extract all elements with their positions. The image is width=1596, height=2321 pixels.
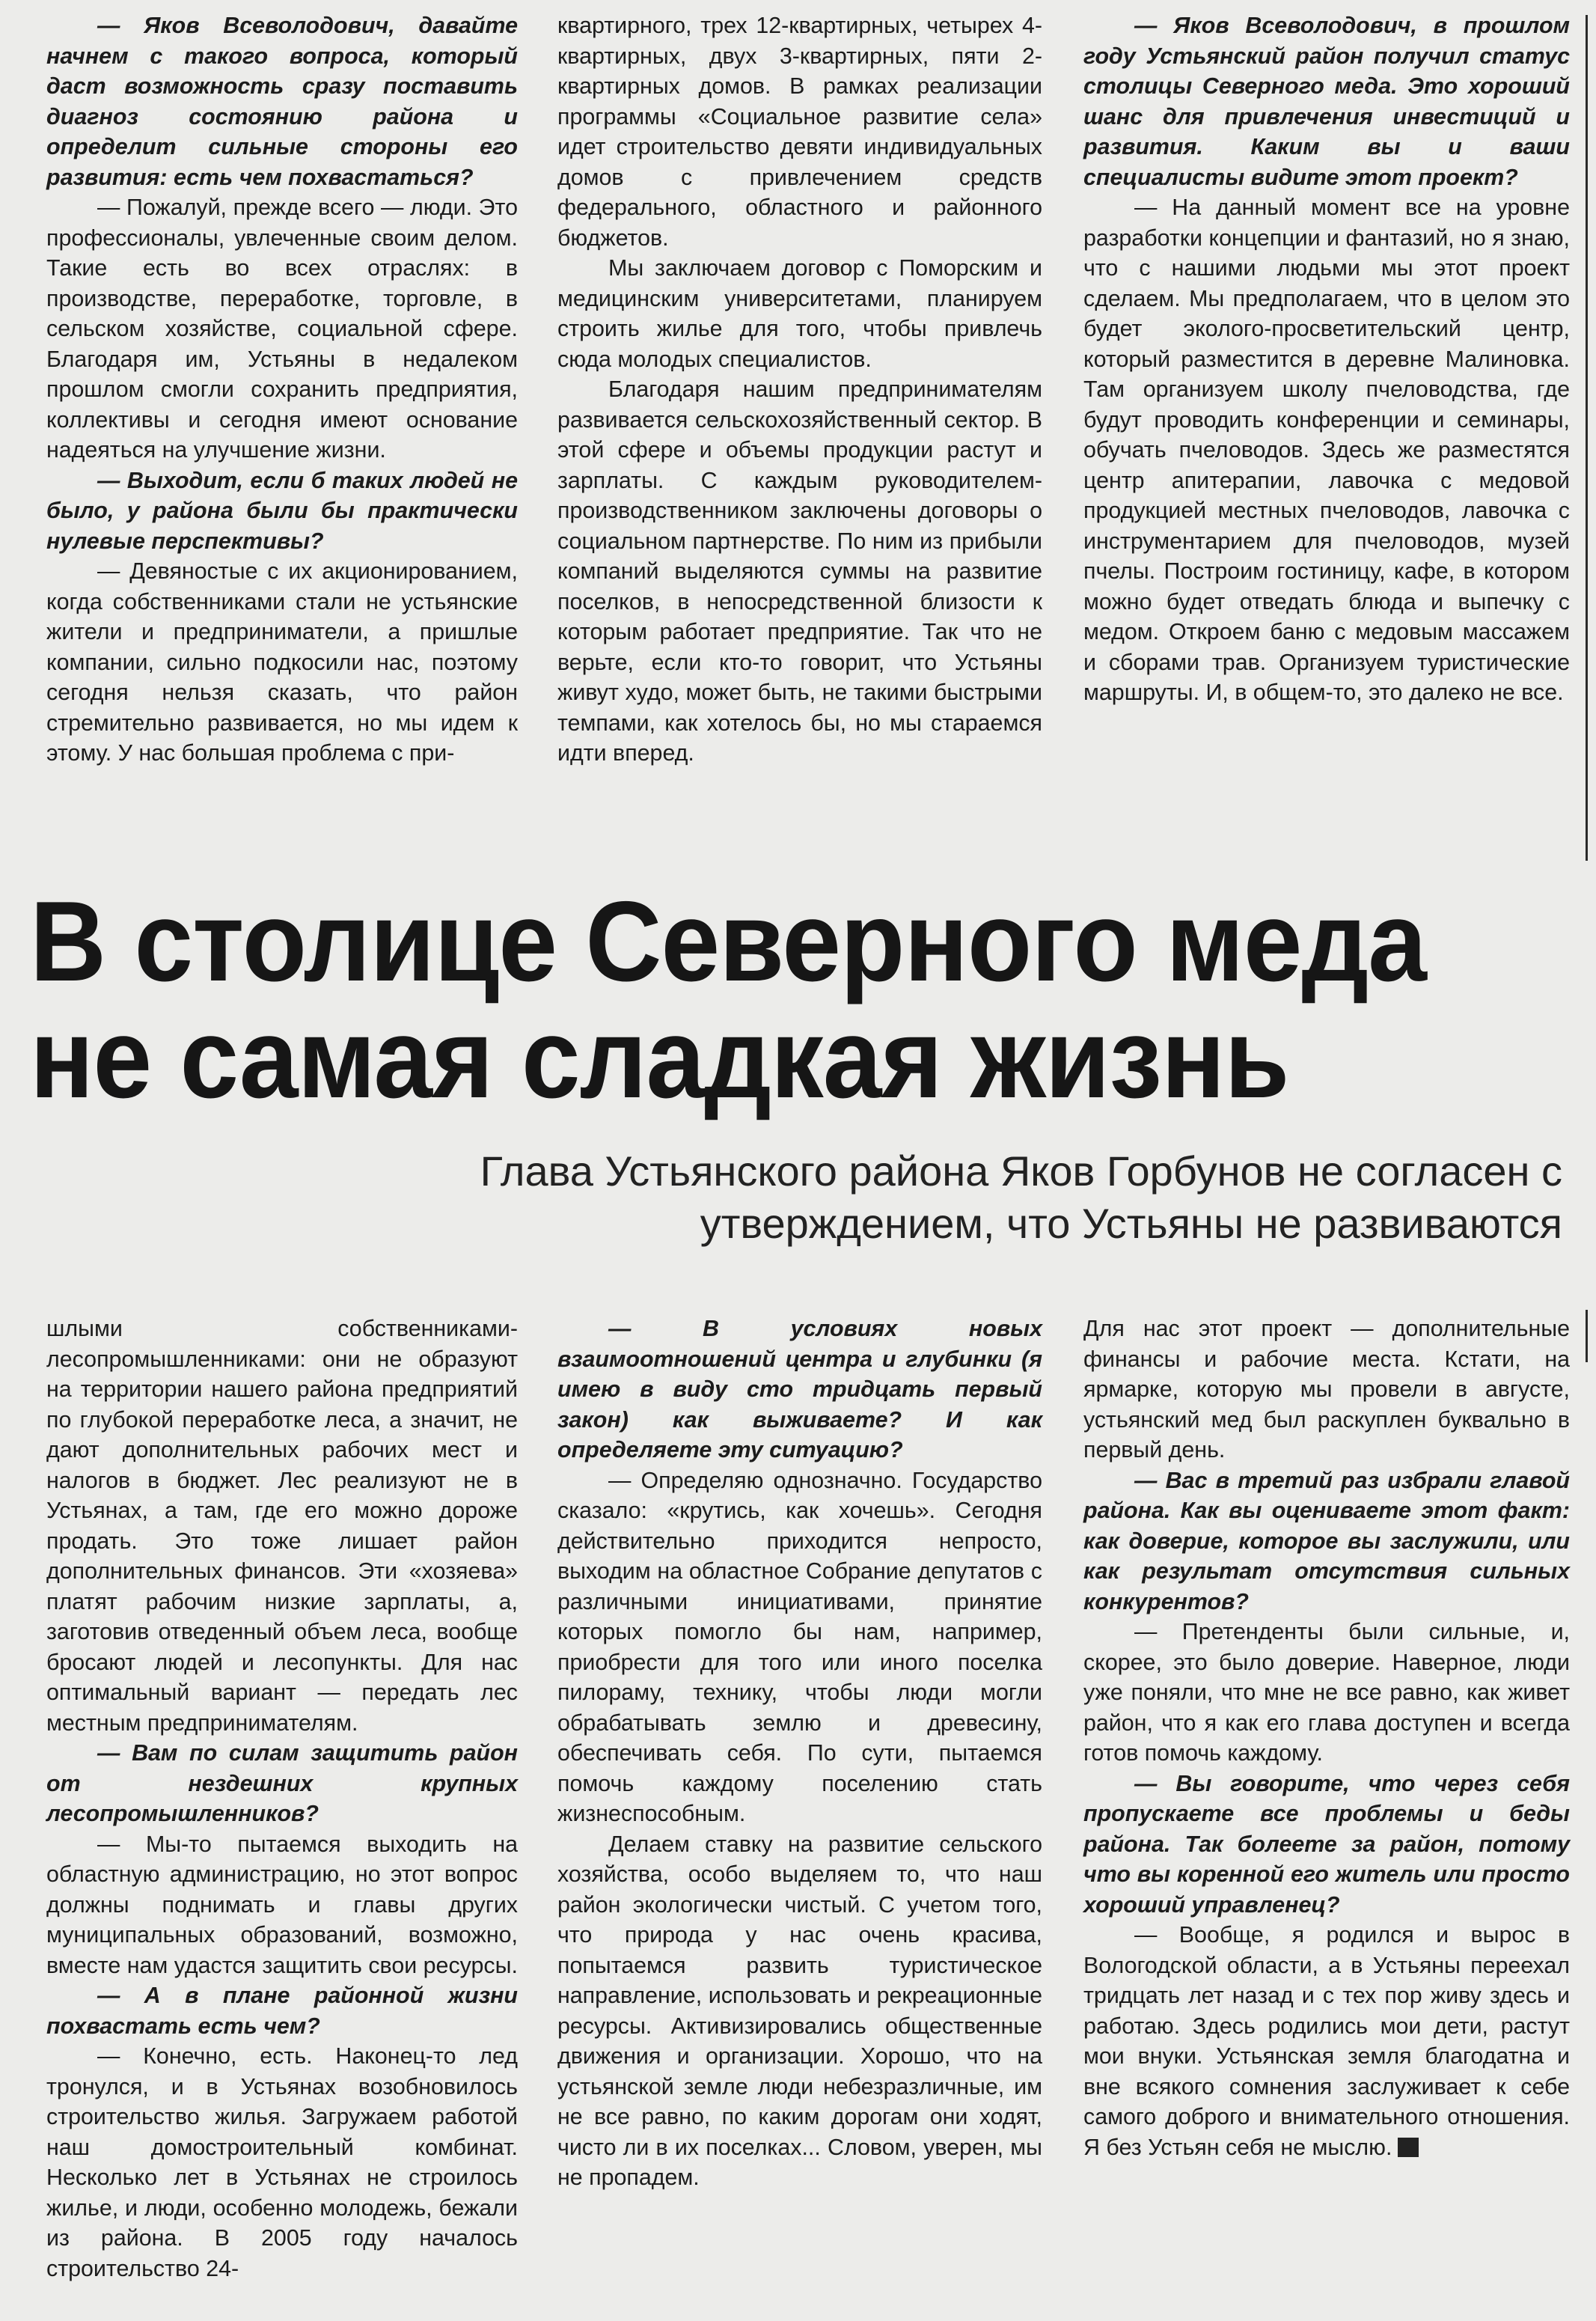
interview-answer: квартирного, трех 12-квартирных, четырех 4-квартирных, двух 3-квартирных, пяти 2-квартирных домов. В рамках реализации программы «Социальное развитие села» идет строительство девяти индивидуальных домов с привлечением средств федерального, областного и районного бюджетов. (557, 13, 1042, 251)
interview-answer: Делаем ставку на развитие сельского хозяйства, особо выделяем то, что наш район экологически чистый. С учетом того, что природа у нас очень красива, попытаемся развить туристическое направление, использовать и рекреационные ресурсы. Активизировались общественные движения и организации. Хорошо, что на устьянской земле люди небезразличные, им не все равно, по каким дорогам они ходят, чисто ли в их поселках... Словом, уверен, мы не пропадем. (557, 1831, 1042, 2190)
interview-answer: — Претенденты были сильные, и, скорее, это было доверие. Наверное, люди уже поняли, что мне не все равно, как живет район, что я как его глава доступен и всегда готов помочь каждому. (1083, 1619, 1570, 1766)
interview-answer: — Определяю однозначно. Государство сказало: «крутись, как хочешь». Сегодня действительно приходится непросто, выходим на областное Собрание депутатов с различными инициативами, принятие которых помогло бы нам, например, приобрести для того или иного поселка пилораму, технику, чтобы люди могли обрабатывать землю и древесину, обеспечивать себя. По сути, пытаемся помочь каждому поселению стать жизнеспособным. (557, 1467, 1042, 1826)
column-top-2 (557, 10, 1042, 871)
interview-answer: Для нас этот проект — дополнительные финансы и рабочие места. Кстати, на ярмарке, которую мы провели в августе, устьянский мед был раскуплен буквально в первый день. (1083, 1316, 1570, 1463)
column-top-1 (46, 10, 518, 871)
interview-answer: — Девяностые с их акционированием, когда собственниками стали не устьянские жители и предприниматели, а пришлые компании, сильно подкосили нас, поэтому сегодня нельзя сказать, что район стремительно развивается, но мы идем к этому. У нас большая проблема с при- (46, 558, 518, 766)
column-rule-right-bottom (1586, 1310, 1588, 1362)
column-bottom-2 (557, 1314, 1042, 2313)
column-bottom-3 (1083, 1314, 1570, 2313)
article-subheadline: Глава Устьянского района Яков Горбунов не согласен с утверждением, что Устьяны не развиваются (480, 1147, 1562, 1247)
interview-question: — Яков Всеволодович, в прошлом году Устьянский район получил статус столицы Северного меда. Это хороший шанс для привлечения инвестиций и развития. Каким вы и ваши специалисты видите этот проект? (1083, 13, 1570, 190)
interview-answer: — Пожалуй, прежде всего — люди. Это профессионалы, увлеченные своим делом. Такие есть во всех отраслях: в производстве, переработке, торговле, в сельском хозяйстве, социальной сфере. Благодаря им, Устьяны в недалеком прошлом смогли сохранить предприятия, коллективы и сегодня имеют основание надеяться на улучшение жизни. (46, 195, 518, 463)
interview-question: — Яков Всеволодович, давайте начнем с такого вопроса, который даст возможность сразу поставить диагноз состоянию района и определит сильные стороны его развития: есть чем похвастаться? (46, 13, 518, 190)
interview-question: — А в плане районной жизни похвастать есть чем? (46, 1983, 518, 2039)
interview-question: — В условиях новых взаимоотношений центра и глубинки (я имею в виду сто тридцать первый закон) как выживаете? И как определяете эту ситуацию? (557, 1316, 1042, 1463)
column-rule-right (1586, 15, 1588, 861)
interview-question: — Выходит, если б таких людей не было, у района были бы практически нулевые перспективы? (46, 467, 518, 554)
interview-question: — Вас в третий раз избрали главой района. Как вы оцениваете этот факт: как доверие, которое вы заслужили, или как результат отсутствия сильных конкурентов? (1083, 1467, 1570, 1614)
interview-answer: — На данный момент все на уровне разработки концепции и фантазий, но я знаю, что с нашими людьми мы этот проект сделаем. Мы предполагаем, что в целом это будет эколого-просветительский центр, который разместится в деревне Малиновка. Там организуем школу пчеловодства, где будут проводить конференции и семинары, обучать пчеловодов. Здесь же разместятся центр апитерапии, лавочка с медовой продукцией местных пчеловодов, лавочка с инструментарием для пчеловодов, музей пчелы. Построим гостиницу, кафе, в котором можно будет отведать блюда и выпечку с медом. Откроем баню с медовым массажем и сборами трав. Организуем туристические маршруты. И, в общем-то, это далеко не все. (1083, 195, 1570, 705)
article-headline: В столице Северного меда не самая сладкая жизнь (30, 878, 1426, 1122)
interview-answer: Благодаря нашим предпринимателям развивается сельскохозяйственный сектор. В этой сфере и объемы продукции растут и зарплаты. С каждым руководителем-производственником заключены договоры о социальном партнерстве. По ним из прибыли компаний выделяются суммы на развитие поселков, в непосредственной близости к которым работает предприятие. Так что не верьте, если кто-то говорит, что Устьяны живут худо, может быть, не такими быстрыми темпами, как хотелось бы, но мы стараемся идти вперед. (557, 376, 1042, 766)
column-top-3 (1083, 10, 1570, 871)
interview-question: — Вам по силам защитить район от нездешних крупных лесопромышленников? (46, 1740, 518, 1826)
column-bottom-1 (46, 1314, 518, 2313)
interview-answer: шлыми собственниками-лесопромышленниками: они не образуют на территории нашего района предприятий по глубокой переработке леса, а значит, не дают дополнительных рабочих мест и налогов в бюджет. Лес реализуют не в Устьянах, а там, где его можно дороже продать. Это тоже лишает район дополнительных финансов. Эти «хозяева» платят рабочим низкие зарплаты, а, заготовив отведенный объем леса, вообще бросают людей и лесопункты. Для нас оптимальный вариант — передать лес местным предпринимателям. (46, 1316, 518, 1736)
interview-question: — Вы говорите, что через себя пропускаете все проблемы и беды района. Так болеете за район, потому что вы коренной его житель или просто хороший управленец? (1083, 1770, 1570, 1918)
interview-answer: — Мы-то пытаемся выходить на областную администрацию, но этот вопрос должны поднимать и главы других муниципальных образований, возможно, вместе нам удастся защитить свои ресурсы. (46, 1831, 518, 1978)
interview-answer: Мы заключаем договор с Поморским и медицинским университетами, планируем строить жилье для того, чтобы привлечь сюда молодых специалистов. (557, 255, 1042, 372)
end-of-article-mark-icon (1398, 2138, 1419, 2157)
interview-answer: — Конечно, есть. Наконец-то лед тронулся, и в Устьянах возобновилось строительство жилья. Загружаем работой наш домостроительный комбинат. Несколько лет в Устьянах не строилось жилье, и люди, особенно молодежь, бежали из района. В 2005 году началось строительство 24- (46, 2043, 518, 2281)
interview-answer: — Вообще, я родился и вырос в Вологодской области, а в Устьяны переехал тридцать лет назад и с тех пор живу здесь и работаю. Здесь родились мои дети, растут мои внуки. Устьянская земля благодатна и вне всякого сомнения заслуживает к себе самого доброго и внимательного отношения. Я без Устьян себя не мыслю. (1083, 1922, 1570, 2160)
